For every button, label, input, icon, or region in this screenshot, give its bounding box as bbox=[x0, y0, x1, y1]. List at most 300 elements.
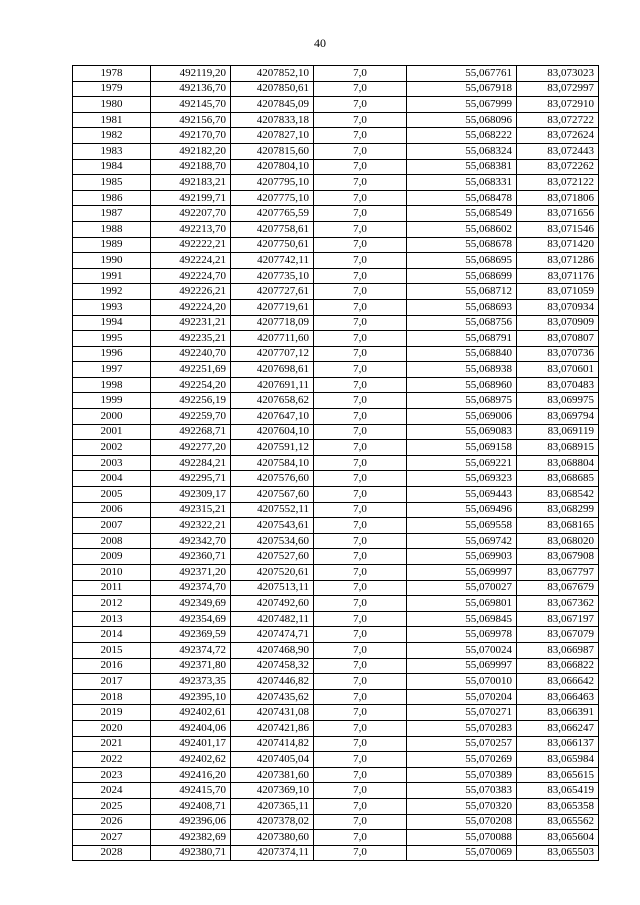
y-coordinate-cell: 4207833,18 bbox=[231, 112, 314, 128]
point-number-cell: 1998 bbox=[73, 377, 151, 393]
point-number-cell: 1993 bbox=[73, 299, 151, 315]
point-number-cell: 1994 bbox=[73, 315, 151, 331]
longitude-cell: 83,068299 bbox=[517, 502, 599, 518]
longitude-cell: 83,073023 bbox=[517, 66, 599, 82]
longitude-cell: 83,067908 bbox=[517, 549, 599, 565]
longitude-cell: 83,065615 bbox=[517, 767, 599, 783]
y-coordinate-cell: 4207527,60 bbox=[231, 549, 314, 565]
x-coordinate-cell: 492354,69 bbox=[151, 611, 231, 627]
y-coordinate-cell: 4207534,60 bbox=[231, 533, 314, 549]
error-cell: 7,0 bbox=[314, 845, 407, 861]
point-number-cell: 2027 bbox=[73, 830, 151, 846]
latitude-cell: 55,068222 bbox=[407, 128, 517, 144]
longitude-cell: 83,067197 bbox=[517, 611, 599, 627]
x-coordinate-cell: 492315,21 bbox=[151, 502, 231, 518]
table-row bbox=[73, 424, 599, 440]
latitude-cell: 55,067918 bbox=[407, 81, 517, 97]
x-coordinate-cell: 492371,80 bbox=[151, 658, 231, 674]
y-coordinate-cell: 4207719,61 bbox=[231, 299, 314, 315]
point-number-cell: 2004 bbox=[73, 471, 151, 487]
latitude-cell: 55,070024 bbox=[407, 642, 517, 658]
longitude-cell: 83,066391 bbox=[517, 705, 599, 721]
error-cell: 7,0 bbox=[314, 128, 407, 144]
longitude-cell: 83,066642 bbox=[517, 674, 599, 690]
x-coordinate-cell: 492380,71 bbox=[151, 845, 231, 861]
latitude-cell: 55,069801 bbox=[407, 596, 517, 612]
latitude-cell: 55,069742 bbox=[407, 533, 517, 549]
point-number-cell: 1978 bbox=[73, 66, 151, 82]
point-number-cell: 1982 bbox=[73, 128, 151, 144]
error-cell: 7,0 bbox=[314, 830, 407, 846]
y-coordinate-cell: 4207758,61 bbox=[231, 221, 314, 237]
point-number-cell: 2008 bbox=[73, 533, 151, 549]
longitude-cell: 83,067797 bbox=[517, 565, 599, 581]
x-coordinate-cell: 492396,06 bbox=[151, 814, 231, 830]
table-row bbox=[73, 798, 599, 814]
point-number-cell: 1988 bbox=[73, 221, 151, 237]
point-number-cell: 1999 bbox=[73, 393, 151, 409]
error-cell: 7,0 bbox=[314, 299, 407, 315]
point-number-cell: 2003 bbox=[73, 455, 151, 471]
table-row bbox=[73, 845, 599, 861]
x-coordinate-cell: 492188,70 bbox=[151, 159, 231, 175]
error-cell: 7,0 bbox=[314, 268, 407, 284]
latitude-cell: 55,067761 bbox=[407, 66, 517, 82]
y-coordinate-cell: 4207775,10 bbox=[231, 190, 314, 206]
error-cell: 7,0 bbox=[314, 689, 407, 705]
longitude-cell: 83,068020 bbox=[517, 533, 599, 549]
x-coordinate-cell: 492349,69 bbox=[151, 596, 231, 612]
y-coordinate-cell: 4207727,61 bbox=[231, 284, 314, 300]
error-cell: 7,0 bbox=[314, 66, 407, 82]
error-cell: 7,0 bbox=[314, 81, 407, 97]
y-coordinate-cell: 4207795,10 bbox=[231, 175, 314, 191]
table-row bbox=[73, 596, 599, 612]
latitude-cell: 55,068699 bbox=[407, 268, 517, 284]
longitude-cell: 83,066247 bbox=[517, 720, 599, 736]
y-coordinate-cell: 4207482,11 bbox=[231, 611, 314, 627]
longitude-cell: 83,072997 bbox=[517, 81, 599, 97]
longitude-cell: 83,066137 bbox=[517, 736, 599, 752]
x-coordinate-cell: 492235,21 bbox=[151, 331, 231, 347]
x-coordinate-cell: 492416,20 bbox=[151, 767, 231, 783]
longitude-cell: 83,068542 bbox=[517, 487, 599, 503]
latitude-cell: 55,067999 bbox=[407, 97, 517, 113]
error-cell: 7,0 bbox=[314, 767, 407, 783]
y-coordinate-cell: 4207815,60 bbox=[231, 143, 314, 159]
y-coordinate-cell: 4207414,82 bbox=[231, 736, 314, 752]
point-number-cell: 2012 bbox=[73, 596, 151, 612]
longitude-cell: 83,067679 bbox=[517, 580, 599, 596]
longitude-cell: 83,070807 bbox=[517, 331, 599, 347]
x-coordinate-cell: 492322,21 bbox=[151, 518, 231, 534]
longitude-cell: 83,065984 bbox=[517, 752, 599, 768]
point-number-cell: 2018 bbox=[73, 689, 151, 705]
point-number-cell: 2017 bbox=[73, 674, 151, 690]
table-row bbox=[73, 830, 599, 846]
error-cell: 7,0 bbox=[314, 596, 407, 612]
latitude-cell: 55,070320 bbox=[407, 798, 517, 814]
latitude-cell: 55,068693 bbox=[407, 299, 517, 315]
longitude-cell: 83,072443 bbox=[517, 143, 599, 159]
table-row bbox=[73, 487, 599, 503]
x-coordinate-cell: 492231,21 bbox=[151, 315, 231, 331]
point-number-cell: 1995 bbox=[73, 331, 151, 347]
point-number-cell: 1997 bbox=[73, 362, 151, 378]
x-coordinate-cell: 492207,70 bbox=[151, 206, 231, 222]
latitude-cell: 55,069323 bbox=[407, 471, 517, 487]
error-cell: 7,0 bbox=[314, 533, 407, 549]
latitude-cell: 55,069997 bbox=[407, 565, 517, 581]
error-cell: 7,0 bbox=[314, 377, 407, 393]
table-row bbox=[73, 642, 599, 658]
y-coordinate-cell: 4207735,10 bbox=[231, 268, 314, 284]
longitude-cell: 83,072624 bbox=[517, 128, 599, 144]
error-cell: 7,0 bbox=[314, 409, 407, 425]
error-cell: 7,0 bbox=[314, 284, 407, 300]
table-row bbox=[73, 66, 599, 82]
x-coordinate-cell: 492259,70 bbox=[151, 409, 231, 425]
x-coordinate-cell: 492224,70 bbox=[151, 268, 231, 284]
latitude-cell: 55,070088 bbox=[407, 830, 517, 846]
point-number-cell: 2007 bbox=[73, 518, 151, 534]
latitude-cell: 55,070271 bbox=[407, 705, 517, 721]
y-coordinate-cell: 4207698,61 bbox=[231, 362, 314, 378]
longitude-cell: 83,072722 bbox=[517, 112, 599, 128]
x-coordinate-cell: 492395,10 bbox=[151, 689, 231, 705]
table-row bbox=[73, 627, 599, 643]
x-coordinate-cell: 492401,17 bbox=[151, 736, 231, 752]
table-row bbox=[73, 752, 599, 768]
latitude-cell: 55,069221 bbox=[407, 455, 517, 471]
latitude-cell: 55,069978 bbox=[407, 627, 517, 643]
x-coordinate-cell: 492374,72 bbox=[151, 642, 231, 658]
longitude-cell: 83,065562 bbox=[517, 814, 599, 830]
point-number-cell: 2014 bbox=[73, 627, 151, 643]
error-cell: 7,0 bbox=[314, 190, 407, 206]
table-row bbox=[73, 549, 599, 565]
error-cell: 7,0 bbox=[314, 798, 407, 814]
error-cell: 7,0 bbox=[314, 611, 407, 627]
y-coordinate-cell: 4207718,09 bbox=[231, 315, 314, 331]
x-coordinate-cell: 492415,70 bbox=[151, 783, 231, 799]
x-coordinate-cell: 492360,71 bbox=[151, 549, 231, 565]
longitude-cell: 83,067362 bbox=[517, 596, 599, 612]
latitude-cell: 55,068938 bbox=[407, 362, 517, 378]
longitude-cell: 83,071546 bbox=[517, 221, 599, 237]
point-number-cell: 1984 bbox=[73, 159, 151, 175]
point-number-cell: 2010 bbox=[73, 565, 151, 581]
longitude-cell: 83,072262 bbox=[517, 159, 599, 175]
y-coordinate-cell: 4207513,11 bbox=[231, 580, 314, 596]
x-coordinate-cell: 492295,71 bbox=[151, 471, 231, 487]
y-coordinate-cell: 4207446,82 bbox=[231, 674, 314, 690]
point-number-cell: 2006 bbox=[73, 502, 151, 518]
longitude-cell: 83,065358 bbox=[517, 798, 599, 814]
latitude-cell: 55,068712 bbox=[407, 284, 517, 300]
error-cell: 7,0 bbox=[314, 206, 407, 222]
error-cell: 7,0 bbox=[314, 674, 407, 690]
error-cell: 7,0 bbox=[314, 783, 407, 799]
table-row bbox=[73, 253, 599, 269]
error-cell: 7,0 bbox=[314, 440, 407, 456]
point-number-cell: 1980 bbox=[73, 97, 151, 113]
table-row bbox=[73, 720, 599, 736]
longitude-cell: 83,066987 bbox=[517, 642, 599, 658]
x-coordinate-cell: 492402,62 bbox=[151, 752, 231, 768]
point-number-cell: 2016 bbox=[73, 658, 151, 674]
error-cell: 7,0 bbox=[314, 346, 407, 362]
latitude-cell: 55,068756 bbox=[407, 315, 517, 331]
point-number-cell: 2001 bbox=[73, 424, 151, 440]
x-coordinate-cell: 492373,35 bbox=[151, 674, 231, 690]
table-row bbox=[73, 221, 599, 237]
point-number-cell: 1992 bbox=[73, 284, 151, 300]
point-number-cell: 1983 bbox=[73, 143, 151, 159]
y-coordinate-cell: 4207381,60 bbox=[231, 767, 314, 783]
x-coordinate-cell: 492268,71 bbox=[151, 424, 231, 440]
x-coordinate-cell: 492136,70 bbox=[151, 81, 231, 97]
y-coordinate-cell: 4207421,86 bbox=[231, 720, 314, 736]
coordinates-table-body bbox=[73, 66, 599, 861]
longitude-cell: 83,071286 bbox=[517, 253, 599, 269]
longitude-cell: 83,071059 bbox=[517, 284, 599, 300]
x-coordinate-cell: 492240,70 bbox=[151, 346, 231, 362]
longitude-cell: 83,067079 bbox=[517, 627, 599, 643]
y-coordinate-cell: 4207474,71 bbox=[231, 627, 314, 643]
latitude-cell: 55,070257 bbox=[407, 736, 517, 752]
x-coordinate-cell: 492254,20 bbox=[151, 377, 231, 393]
longitude-cell: 83,068165 bbox=[517, 518, 599, 534]
latitude-cell: 55,069558 bbox=[407, 518, 517, 534]
x-coordinate-cell: 492183,21 bbox=[151, 175, 231, 191]
table-row bbox=[73, 237, 599, 253]
y-coordinate-cell: 4207369,10 bbox=[231, 783, 314, 799]
table-row bbox=[73, 206, 599, 222]
longitude-cell: 83,069975 bbox=[517, 393, 599, 409]
point-number-cell: 2009 bbox=[73, 549, 151, 565]
longitude-cell: 83,070601 bbox=[517, 362, 599, 378]
y-coordinate-cell: 4207543,61 bbox=[231, 518, 314, 534]
point-number-cell: 2021 bbox=[73, 736, 151, 752]
error-cell: 7,0 bbox=[314, 221, 407, 237]
point-number-cell: 1987 bbox=[73, 206, 151, 222]
error-cell: 7,0 bbox=[314, 112, 407, 128]
latitude-cell: 55,068381 bbox=[407, 159, 517, 175]
longitude-cell: 83,068915 bbox=[517, 440, 599, 456]
table-row bbox=[73, 175, 599, 191]
table-row bbox=[73, 767, 599, 783]
error-cell: 7,0 bbox=[314, 315, 407, 331]
table-row bbox=[73, 689, 599, 705]
point-number-cell: 1991 bbox=[73, 268, 151, 284]
x-coordinate-cell: 492342,70 bbox=[151, 533, 231, 549]
x-coordinate-cell: 492284,21 bbox=[151, 455, 231, 471]
y-coordinate-cell: 4207750,61 bbox=[231, 237, 314, 253]
y-coordinate-cell: 4207576,60 bbox=[231, 471, 314, 487]
table-row bbox=[73, 783, 599, 799]
point-number-cell: 2023 bbox=[73, 767, 151, 783]
longitude-cell: 83,065503 bbox=[517, 845, 599, 861]
x-coordinate-cell: 492309,17 bbox=[151, 487, 231, 503]
latitude-cell: 55,069496 bbox=[407, 502, 517, 518]
table-row bbox=[73, 533, 599, 549]
table-row bbox=[73, 112, 599, 128]
longitude-cell: 83,072910 bbox=[517, 97, 599, 113]
latitude-cell: 55,068096 bbox=[407, 112, 517, 128]
point-number-cell: 2019 bbox=[73, 705, 151, 721]
point-number-cell: 2025 bbox=[73, 798, 151, 814]
y-coordinate-cell: 4207850,61 bbox=[231, 81, 314, 97]
x-coordinate-cell: 492251,69 bbox=[151, 362, 231, 378]
x-coordinate-cell: 492408,71 bbox=[151, 798, 231, 814]
y-coordinate-cell: 4207711,60 bbox=[231, 331, 314, 347]
x-coordinate-cell: 492222,21 bbox=[151, 237, 231, 253]
error-cell: 7,0 bbox=[314, 720, 407, 736]
y-coordinate-cell: 4207584,10 bbox=[231, 455, 314, 471]
error-cell: 7,0 bbox=[314, 143, 407, 159]
error-cell: 7,0 bbox=[314, 487, 407, 503]
x-coordinate-cell: 492182,20 bbox=[151, 143, 231, 159]
x-coordinate-cell: 492256,19 bbox=[151, 393, 231, 409]
error-cell: 7,0 bbox=[314, 658, 407, 674]
point-number-cell: 1981 bbox=[73, 112, 151, 128]
y-coordinate-cell: 4207658,62 bbox=[231, 393, 314, 409]
point-number-cell: 2028 bbox=[73, 845, 151, 861]
point-number-cell: 1990 bbox=[73, 253, 151, 269]
point-number-cell: 2000 bbox=[73, 409, 151, 425]
y-coordinate-cell: 4207468,90 bbox=[231, 642, 314, 658]
error-cell: 7,0 bbox=[314, 518, 407, 534]
table-row bbox=[73, 565, 599, 581]
y-coordinate-cell: 4207567,60 bbox=[231, 487, 314, 503]
longitude-cell: 83,070483 bbox=[517, 377, 599, 393]
page-number: 40 bbox=[314, 36, 326, 50]
x-coordinate-cell: 492145,70 bbox=[151, 97, 231, 113]
y-coordinate-cell: 4207845,09 bbox=[231, 97, 314, 113]
x-coordinate-cell: 492382,69 bbox=[151, 830, 231, 846]
latitude-cell: 55,070269 bbox=[407, 752, 517, 768]
latitude-cell: 55,068791 bbox=[407, 331, 517, 347]
error-cell: 7,0 bbox=[314, 175, 407, 191]
latitude-cell: 55,069997 bbox=[407, 658, 517, 674]
longitude-cell: 83,068685 bbox=[517, 471, 599, 487]
y-coordinate-cell: 4207552,11 bbox=[231, 502, 314, 518]
y-coordinate-cell: 4207604,10 bbox=[231, 424, 314, 440]
point-number-cell: 2011 bbox=[73, 580, 151, 596]
table-row bbox=[73, 580, 599, 596]
table-row bbox=[73, 658, 599, 674]
error-cell: 7,0 bbox=[314, 471, 407, 487]
error-cell: 7,0 bbox=[314, 814, 407, 830]
table-row bbox=[73, 440, 599, 456]
error-cell: 7,0 bbox=[314, 393, 407, 409]
longitude-cell: 83,071806 bbox=[517, 190, 599, 206]
error-cell: 7,0 bbox=[314, 331, 407, 347]
latitude-cell: 55,070389 bbox=[407, 767, 517, 783]
longitude-cell: 83,066822 bbox=[517, 658, 599, 674]
point-number-cell: 1985 bbox=[73, 175, 151, 191]
point-number-cell: 2024 bbox=[73, 783, 151, 799]
error-cell: 7,0 bbox=[314, 424, 407, 440]
table-row bbox=[73, 377, 599, 393]
table-row bbox=[73, 81, 599, 97]
latitude-cell: 55,068960 bbox=[407, 377, 517, 393]
x-coordinate-cell: 492404,06 bbox=[151, 720, 231, 736]
error-cell: 7,0 bbox=[314, 549, 407, 565]
latitude-cell: 55,070383 bbox=[407, 783, 517, 799]
table-row bbox=[73, 190, 599, 206]
longitude-cell: 83,072122 bbox=[517, 175, 599, 191]
error-cell: 7,0 bbox=[314, 362, 407, 378]
longitude-cell: 83,065419 bbox=[517, 783, 599, 799]
y-coordinate-cell: 4207591,12 bbox=[231, 440, 314, 456]
table-row bbox=[73, 518, 599, 534]
table-row bbox=[73, 143, 599, 159]
error-cell: 7,0 bbox=[314, 159, 407, 175]
point-number-cell: 1996 bbox=[73, 346, 151, 362]
y-coordinate-cell: 4207804,10 bbox=[231, 159, 314, 175]
x-coordinate-cell: 492369,59 bbox=[151, 627, 231, 643]
latitude-cell: 55,068602 bbox=[407, 221, 517, 237]
longitude-cell: 83,071656 bbox=[517, 206, 599, 222]
latitude-cell: 55,070027 bbox=[407, 580, 517, 596]
x-coordinate-cell: 492156,70 bbox=[151, 112, 231, 128]
point-number-cell: 2002 bbox=[73, 440, 151, 456]
point-number-cell: 1989 bbox=[73, 237, 151, 253]
table-row bbox=[73, 268, 599, 284]
table-row bbox=[73, 736, 599, 752]
longitude-cell: 83,065604 bbox=[517, 830, 599, 846]
x-coordinate-cell: 492224,21 bbox=[151, 253, 231, 269]
y-coordinate-cell: 4207852,10 bbox=[231, 66, 314, 82]
error-cell: 7,0 bbox=[314, 627, 407, 643]
x-coordinate-cell: 492277,20 bbox=[151, 440, 231, 456]
longitude-cell: 83,068804 bbox=[517, 455, 599, 471]
y-coordinate-cell: 4207647,10 bbox=[231, 409, 314, 425]
error-cell: 7,0 bbox=[314, 237, 407, 253]
latitude-cell: 55,069443 bbox=[407, 487, 517, 503]
x-coordinate-cell: 492224,20 bbox=[151, 299, 231, 315]
error-cell: 7,0 bbox=[314, 97, 407, 113]
point-number-cell: 2013 bbox=[73, 611, 151, 627]
table-row bbox=[73, 502, 599, 518]
x-coordinate-cell: 492374,70 bbox=[151, 580, 231, 596]
table-row bbox=[73, 471, 599, 487]
error-cell: 7,0 bbox=[314, 502, 407, 518]
coordinates-table bbox=[72, 65, 599, 861]
x-coordinate-cell: 492199,71 bbox=[151, 190, 231, 206]
y-coordinate-cell: 4207492,60 bbox=[231, 596, 314, 612]
x-coordinate-cell: 492213,70 bbox=[151, 221, 231, 237]
latitude-cell: 55,070204 bbox=[407, 689, 517, 705]
table-row bbox=[73, 284, 599, 300]
error-cell: 7,0 bbox=[314, 705, 407, 721]
latitude-cell: 55,069083 bbox=[407, 424, 517, 440]
y-coordinate-cell: 4207742,11 bbox=[231, 253, 314, 269]
x-coordinate-cell: 492371,20 bbox=[151, 565, 231, 581]
latitude-cell: 55,068678 bbox=[407, 237, 517, 253]
table-row bbox=[73, 159, 599, 175]
latitude-cell: 55,068695 bbox=[407, 253, 517, 269]
latitude-cell: 55,070010 bbox=[407, 674, 517, 690]
table-row bbox=[73, 409, 599, 425]
point-number-cell: 1986 bbox=[73, 190, 151, 206]
y-coordinate-cell: 4207374,11 bbox=[231, 845, 314, 861]
table-row bbox=[73, 346, 599, 362]
error-cell: 7,0 bbox=[314, 752, 407, 768]
latitude-cell: 55,068331 bbox=[407, 175, 517, 191]
